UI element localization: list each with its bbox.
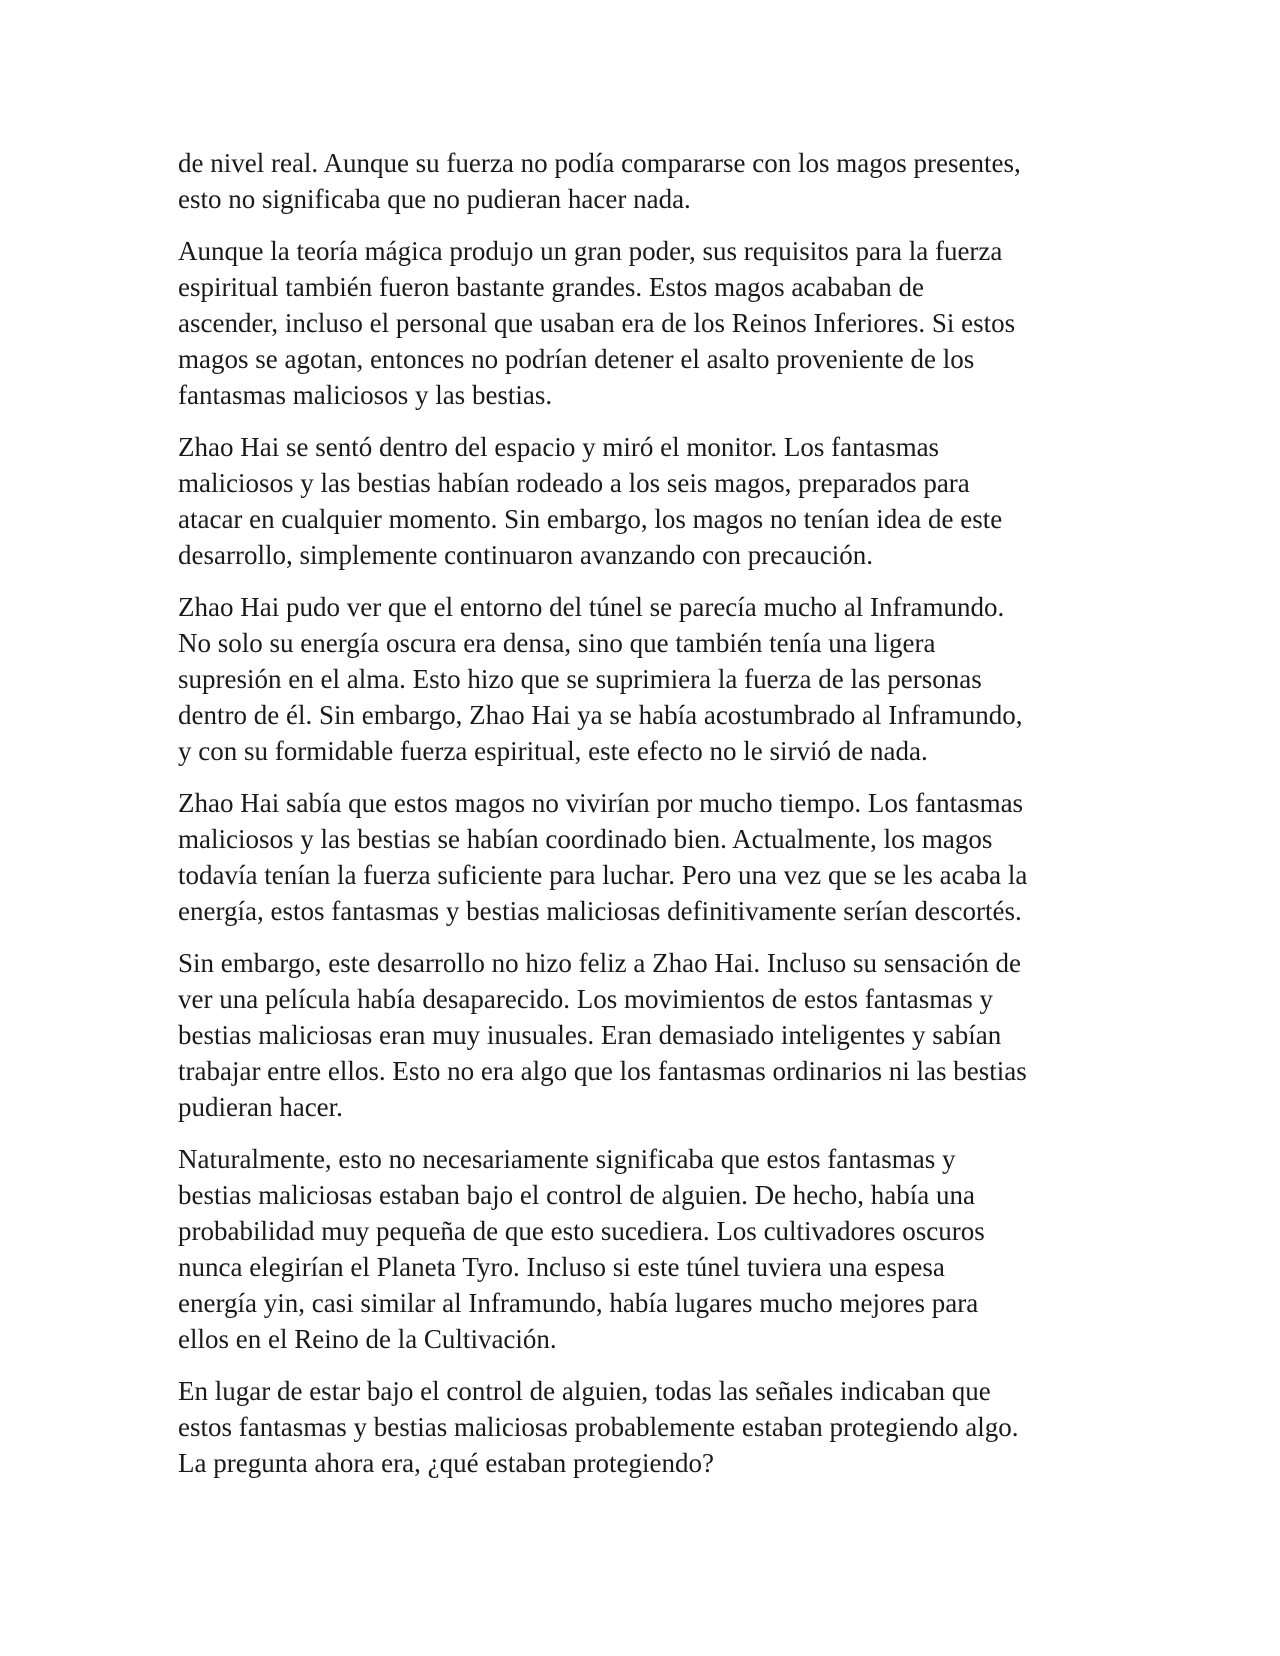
text-line: nunca elegirían el Planeta Tyro. Incluso si este túnel tuviera una espesa [178,1252,945,1282]
text-line: dentro de él. Sin embargo, Zhao Hai ya se había acostumbrado al Inframundo, [178,700,1023,730]
document-page [178,145,1113,1497]
paragraph [178,945,1113,1125]
text-line: Sin embargo, este desarrollo no hizo feliz a Zhao Hai. Incluso su sensación de [178,948,1022,978]
text-line: maliciosos y las bestias habían rodeado a los seis magos, preparados para [178,468,970,498]
text-line: maliciosos y las bestias se habían coordinado bien. Actualmente, los magos [178,824,993,854]
text-line: magos se agotan, entonces no podrían detener el asalto proveniente de los [178,344,975,374]
text-line: desarrollo, simplemente continuaron avanzando con precaución. [178,540,873,570]
text-line: La pregunta ahora era, ¿qué estaban protegiendo? [178,1448,714,1478]
text-line: energía, estos fantasmas y bestias maliciosas definitivamente serían descortés. [178,896,1022,926]
text-line: trabajar entre ellos. Esto no era algo que los fantasmas ordinarios ni las bestias [178,1056,1027,1086]
text-line: bestias maliciosas eran muy inusuales. Eran demasiado inteligentes y sabían [178,1020,1002,1050]
text-line: Naturalmente, esto no necesariamente significaba que estos fantasmas y [178,1144,956,1174]
text-line: y con su formidable fuerza espiritual, este efecto no le sirvió de nada. [178,736,928,766]
paragraph [178,1141,1113,1357]
text-line: No solo su energía oscura era densa, sino que también tenía una ligera [178,628,936,658]
paragraph [178,785,1113,929]
text-line: ascender, incluso el personal que usaban era de los Reinos Inferiores. Si estos [178,308,1016,338]
text-line: probabilidad muy pequeña de que esto sucediera. Los cultivadores oscuros [178,1216,985,1246]
text-line: de nivel real. Aunque su fuerza no podía compararse con los magos presentes, [178,148,1021,178]
text-line: atacar en cualquier momento. Sin embargo, los magos no tenían idea de este [178,504,1003,534]
text-line: pudieran hacer. [178,1092,343,1122]
text-line: fantasmas maliciosos y las bestias. [178,380,553,410]
paragraph [178,589,1113,769]
text-line: Zhao Hai pudo ver que el entorno del túnel se parecía mucho al Inframundo. [178,592,1005,622]
text-line: ellos en el Reino de la Cultivación. [178,1324,557,1354]
text-line: Aunque la teoría mágica produjo un gran poder, sus requisitos para la fuerza [178,236,1003,266]
text-line: Zhao Hai se sentó dentro del espacio y miró el monitor. Los fantasmas [178,432,940,462]
text-line: estos fantasmas y bestias maliciosas probablemente estaban protegiendo algo. [178,1412,1019,1442]
paragraph [178,429,1113,573]
text-line: supresión en el alma. Esto hizo que se suprimiera la fuerza de las personas [178,664,982,694]
paragraph [178,1373,1113,1481]
paragraph [178,145,1113,217]
text-line: Zhao Hai sabía que estos magos no vivirían por mucho tiempo. Los fantasmas [178,788,1024,818]
text-line: En lugar de estar bajo el control de alguien, todas las señales indicaban que [178,1376,991,1406]
text-line: ver una película había desaparecido. Los movimientos de estos fantasmas y [178,984,993,1014]
text-line: todavía tenían la fuerza suficiente para luchar. Pero una vez que se les acaba la [178,860,1028,890]
text-line: espiritual también fueron bastante grandes. Estos magos acababan de [178,272,924,302]
text-line: esto no significaba que no pudieran hacer nada. [178,184,691,214]
text-line: bestias maliciosas estaban bajo el control de alguien. De hecho, había una [178,1180,975,1210]
text-line: energía yin, casi similar al Inframundo, había lugares mucho mejores para [178,1288,979,1318]
paragraph [178,233,1113,413]
